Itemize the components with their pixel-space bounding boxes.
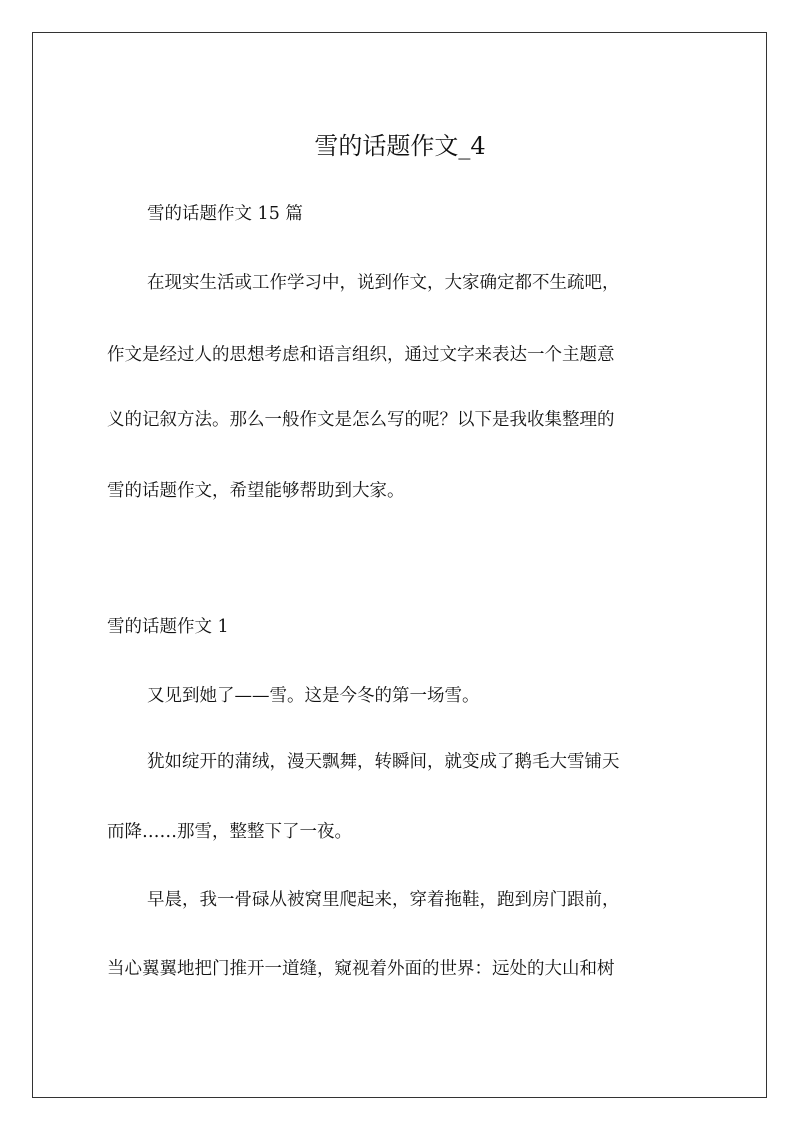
- body-line-3: 而降……那雪，整整下了一夜。: [107, 822, 352, 842]
- section-heading: 雪的话题作文 1: [107, 617, 229, 637]
- intro-line-1: 在现实生活或工作学习中，说到作文，大家确定都不生疏吧，: [147, 273, 620, 293]
- document-subtitle: 雪的话题作文 15 篇: [147, 204, 303, 224]
- body-line-2: 犹如绽开的蒲绒，漫天飘舞，转瞬间，就变成了鹅毛大雪铺天: [147, 752, 620, 772]
- intro-line-2: 作文是经过人的思想考虑和语言组织，通过文字来表达一个主题意: [107, 345, 615, 365]
- page-border: [32, 32, 767, 1098]
- body-line-5: 当心翼翼地把门推开一道缝，窥视着外面的世界：远处的大山和树: [107, 959, 615, 979]
- intro-line-3: 义的记叙方法。那么一般作文是怎么写的呢？以下是我收集整理的: [107, 410, 615, 430]
- body-line-4: 早晨，我一骨碌从被窝里爬起来，穿着拖鞋，跑到房门跟前，: [147, 890, 620, 910]
- document-title: 雪的话题作文_4: [314, 132, 486, 160]
- body-line-1: 又见到她了——雪。这是今冬的第一场雪。: [147, 686, 480, 706]
- intro-line-4: 雪的话题作文，希望能够帮助到大家。: [107, 481, 405, 501]
